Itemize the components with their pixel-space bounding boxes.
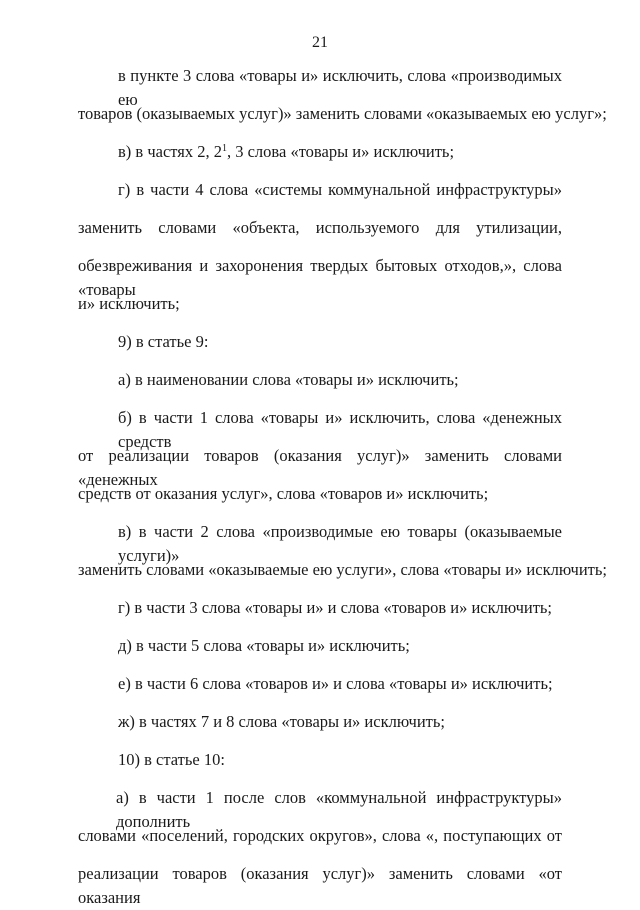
text-line: обезвреживания и захоронения твердых бытовых отходов,», слова «товары bbox=[78, 256, 562, 299]
text-line: а) в части 1 после слов «коммунальной инфраструктуры» дополнить bbox=[116, 788, 562, 831]
text-line: от реализации товаров (оказания услуг)» заменить словами «денежных bbox=[78, 446, 562, 489]
text-line: е) в части 6 слова «товаров и» и слова «товары и» исключить; bbox=[118, 674, 553, 693]
text-line: г) в части 4 слова «системы коммунальной инфраструктуры» bbox=[118, 180, 562, 199]
text-line: ж) в частях 7 и 8 слова «товары и» исключить; bbox=[118, 712, 445, 731]
text-line: средств от оказания услуг», слова «товаров и» исключить; bbox=[78, 484, 489, 503]
text-line: реализации товаров (оказания услуг)» заменить словами «от оказания bbox=[78, 864, 562, 907]
text-line: 9) в статье 9: bbox=[118, 332, 209, 351]
text-line: заменить словами «объекта, используемого для утилизации, bbox=[78, 218, 562, 237]
text-line: и» исключить; bbox=[78, 294, 180, 313]
text-line: товаров (оказываемых услуг)» заменить словами «оказываемых ею услуг»; bbox=[78, 104, 607, 123]
document-body bbox=[78, 64, 607, 907]
text-line: заменить словами «оказываемые ею услуги», слова «товары и» исключить; bbox=[78, 560, 607, 579]
text-line: д) в части 5 слова «товары и» исключить; bbox=[118, 636, 410, 655]
text-line bbox=[78, 140, 562, 164]
text-line: б) в части 1 слова «товары и» исключить, слова «денежных средств bbox=[118, 408, 562, 451]
superscript: 1 bbox=[221, 143, 227, 154]
page-number: 21 bbox=[312, 34, 328, 51]
text-fragment: , 3 слова «товары и» исключить; bbox=[226, 142, 455, 161]
text-line: в) в части 2 слова «производимые ею товары (оказываемые услуги)» bbox=[118, 522, 562, 565]
text-line: в пункте 3 слова «товары и» исключить, слова «производимых ею bbox=[118, 66, 562, 109]
text-line: г) в части 3 слова «товары и» и слова «товаров и» исключить; bbox=[118, 598, 553, 617]
text-line: а) в наименовании слова «товары и» исключить; bbox=[118, 370, 459, 389]
text-line: словами «поселений, городских округов», слова «, поступающих от bbox=[78, 826, 562, 845]
text-line: 10) в статье 10: bbox=[118, 750, 225, 769]
text-fragment: в) в частях 2, 2 bbox=[118, 142, 222, 161]
